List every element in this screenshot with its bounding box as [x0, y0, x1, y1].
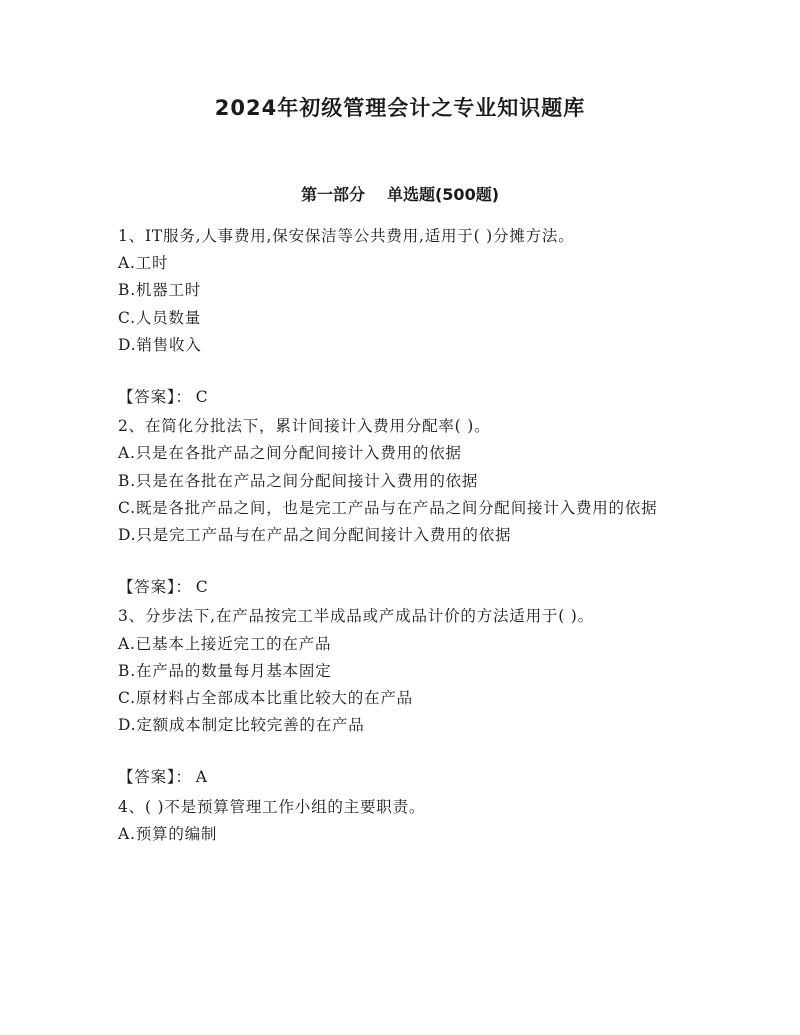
option-b: B.在产品的数量每月基本固定: [118, 661, 332, 680]
question-2: [118, 413, 678, 549]
answer-value: C: [195, 388, 209, 407]
answer-3: [118, 764, 678, 791]
option-a: A.工时: [118, 254, 169, 273]
question-stem: 1、IT服务,人事费用,保安保洁等公共费用,适用于( )分摊方法。: [118, 227, 575, 245]
section-name: 单选题(500题): [386, 185, 500, 204]
answer-label: 【答案】：: [118, 388, 192, 407]
option-a: A.预算的编制: [118, 824, 218, 843]
answer-label: 【答案】：: [118, 768, 192, 787]
answer-value: C: [195, 578, 209, 597]
option-c: C.人员数量: [118, 308, 202, 327]
option-a: A.已基本上接近完工的在产品: [118, 634, 332, 653]
option-c: C.既是各批产品之间，也是完工产品与在产品之间分配间接计入费用的依据: [118, 498, 658, 517]
answer-1: [118, 384, 678, 411]
answer-value: A: [195, 768, 208, 787]
option-b: B.只是在各批在产品之间分配间接计入费用的依据: [118, 471, 479, 490]
option-d: D.只是完工产品与在产品之间分配间接计入费用的依据: [118, 526, 512, 545]
document-title: 2024年初级管理会计之专业知识题库: [214, 96, 586, 120]
option-d: D.定额成本制定比较完善的在产品: [118, 716, 365, 735]
question-3: [118, 603, 678, 739]
option-a: A.只是在各批产品之间分配间接计入费用的依据: [118, 444, 462, 463]
question-stem: 4、( )不是预算管理工作小组的主要职责。: [118, 797, 426, 816]
question-1: [118, 223, 678, 359]
question-stem: 2、在简化分批法下，累计间接计入费用分配率( )。: [118, 417, 491, 436]
question-4: [118, 794, 678, 848]
section-part: 第一部分: [300, 185, 365, 204]
answer-2: [118, 574, 678, 601]
option-c: C.原材料占全部成本比重比较大的在产品: [118, 689, 413, 708]
question-list: [118, 223, 678, 848]
answer-label: 【答案】：: [118, 578, 192, 597]
option-b: B.机器工时: [118, 281, 202, 300]
section-heading: [0, 183, 800, 207]
question-stem: 3、分步法下,在产品按完工半成品或产成品计价的方法适用于( )。: [118, 607, 594, 626]
option-d: D.销售收入: [118, 335, 202, 354]
